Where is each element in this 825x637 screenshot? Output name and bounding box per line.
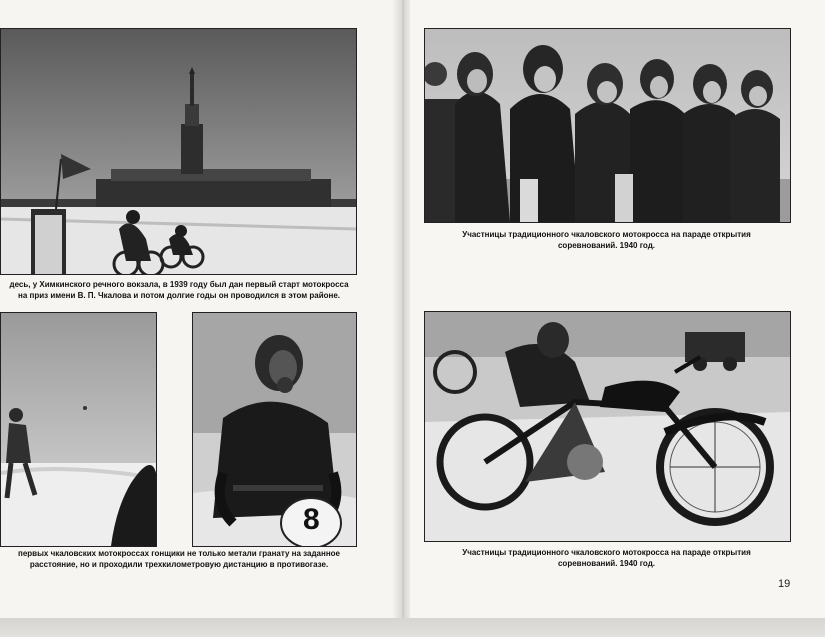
caption-top-right-line1: Участницы традиционного чкаловского мотокросса на параде открытия xyxy=(462,230,751,239)
photo-river-station xyxy=(0,28,357,275)
caption-top-left-line1: десь, у Химкинского речного вокзала, в 1939 году был дан первый старт мотокросса xyxy=(9,280,349,289)
photo-gas-mask-rider xyxy=(192,312,357,547)
caption-bottom-right-line2: соревнований. 1940 год. xyxy=(557,559,655,568)
caption-bottom-left xyxy=(0,548,358,570)
page-bottom-edge xyxy=(0,618,825,637)
caption-bottom-right xyxy=(424,547,789,569)
caption-bottom-right-line1: Участницы традиционного чкаловского мотокросса на параде открытия xyxy=(462,548,751,557)
photo-motorcycle-mechanic xyxy=(424,311,791,542)
caption-bottom-left-line2: расстояние, но и проходили трехкилометровую дистанцию в противогазе. xyxy=(29,560,329,569)
rider-number-plate: 8 xyxy=(303,503,320,536)
caption-top-right-line2: соревнований. 1940 год. xyxy=(557,241,655,250)
caption-top-left xyxy=(0,279,358,301)
caption-top-left-line2: на приз имени В. П. Чкалова и потом долгие годы он проводился в этом районе. xyxy=(17,291,341,300)
caption-bottom-left-line1: первых чкаловских мотокроссах гонщики не только метали гранату на заданное xyxy=(17,549,340,558)
caption-top-right xyxy=(424,229,789,251)
photo-women-participants xyxy=(424,28,791,223)
page-number: 19 xyxy=(778,578,791,590)
photo-grenade-throw xyxy=(0,312,157,547)
